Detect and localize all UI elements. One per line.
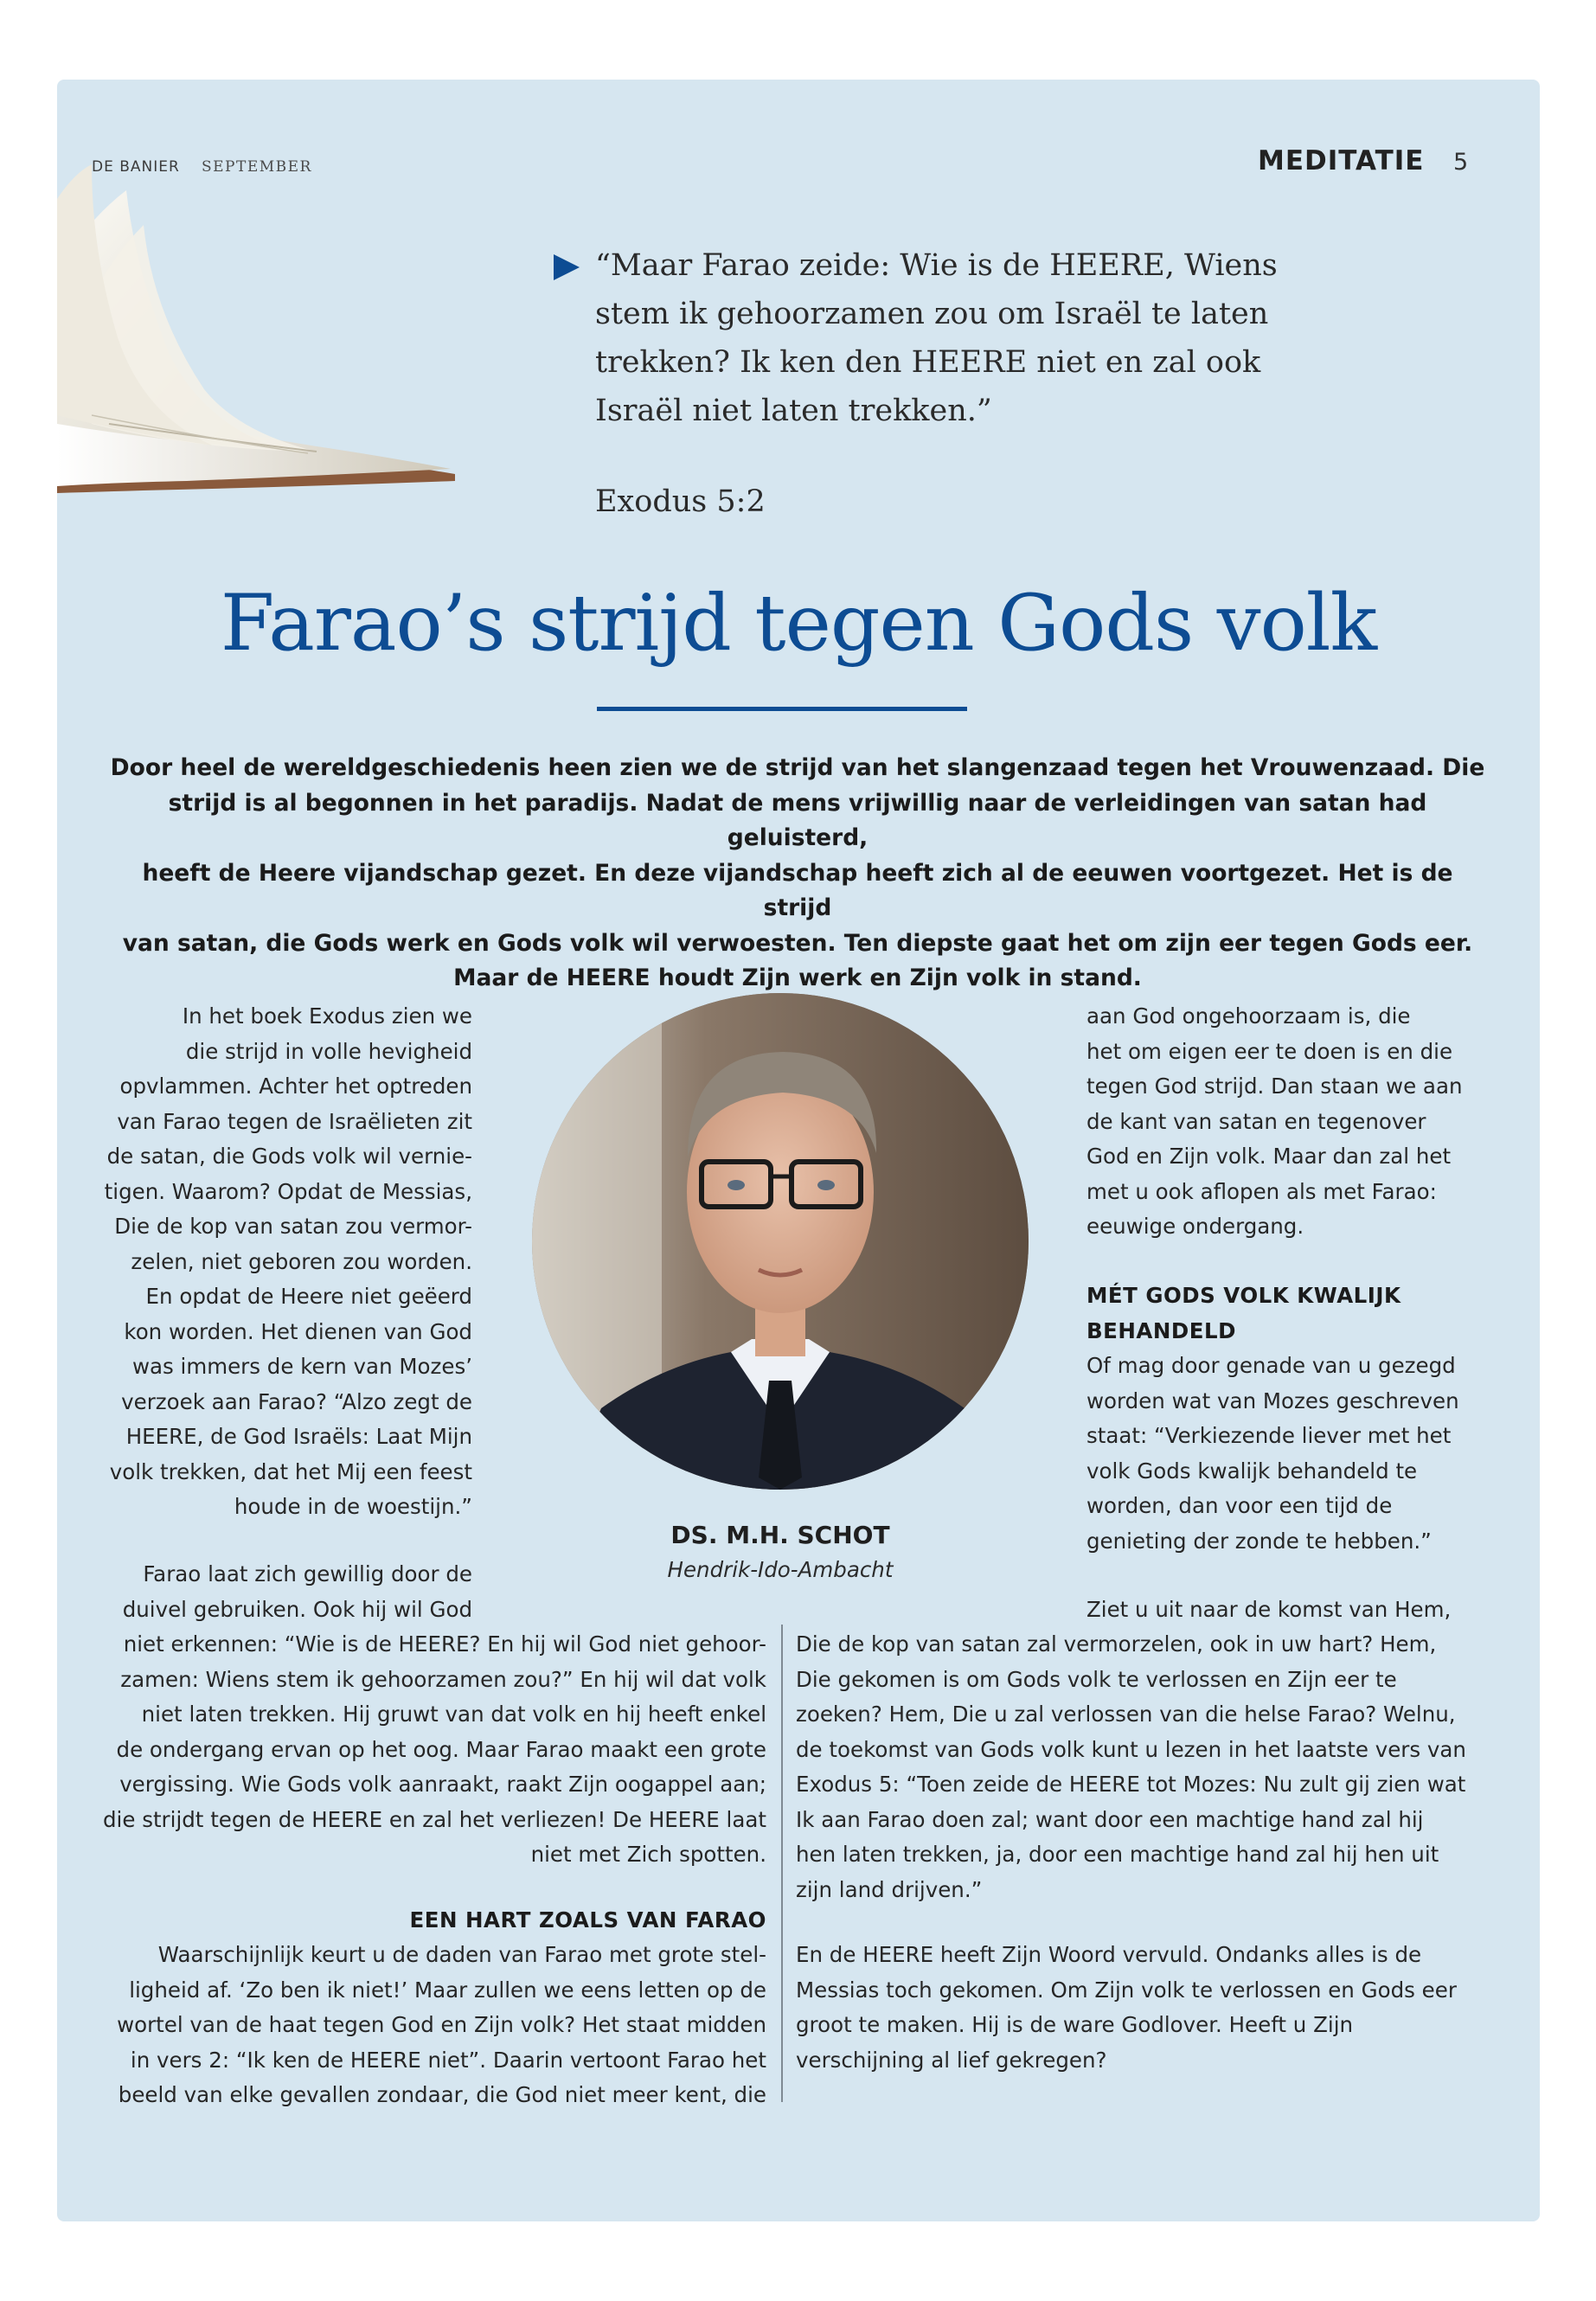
author-place: Hendrik-Ido-Ambacht [667,1557,894,1582]
open-book-illustration [57,164,464,510]
right-para-3-rest: Die de kop van satan zal vermorzelen, ook in uw hart? Hem, Die gekomen is om Gods volk te verlossen en Zijn eer te zoeken? Hem, Die u zal verlossen van die helse Farao? Welnu, de toekomst van Gods volk kunt u lezen in het laatste vers van Exodus 5: “Toen zeide de HEERE tot Mozes: Nu zult gij zien wat Ik aan Farao doen zal; want door een machtige hand zal hij hen laten trekken, ja, door een machtige hand zal hij hen uit zijn land drijven.” [796,1631,1466,1902]
scripture-reference: Exodus 5:2 [595,484,766,519]
left-para-3: Waarschijnlijk keurt u de daden van Farao met grote stel- ligheid af. ‘Zo ben ik niet!’ Maar zullen we eens letten op de wortel van de haat tegen God en Zijn volk? Het staat midden in vers 2: “Ik ken de HEERE niet”. Daarin vertoont Farao het beeld van elke gevallen zondaar, die God niet meer kent, die [117,1942,766,2107]
article-intro: Door heel de wereldgeschiedenis heen zien we de strijd van het slangenzaad tegen het Vrouwenzaad. Die strijd is al begonnen in het paradijs. Nadat de mens vrijwillig naar de verleidingen van satan had geluisterd, heeft de Heere vijandschap gezet. En deze vijandschap heeft zich al de eeuwen voortgezet. Het is de strijd van satan, die Gods werk en Gods volk wil verwoesten. Ten diepste gaat het om zijn eer tegen Gods eer. Maar de HEERE houdt Zijn werk en Zijn volk in stand. [110,754,1485,991]
left-subhead: EEN HART ZOALS VAN FARAO [409,1907,766,1932]
section-title: MEDITATIE [1258,145,1425,176]
right-para-4: En de HEERE heeft Zijn Woord vervuld. Ondanks alles is de Messias toch gekomen. Om Zijn volk te verlossen en Gods eer groot te maken. Hij is de ware Godlover. Heeft u Zijn verschijning al lief gekregen? [796,1942,1457,2073]
scripture-quote: “Maar Farao zeide: Wie is de HEERE, Wiens stem ik gehoorzamen zou om Israël te laten trekken? Ik ken den HEERE niet en zal ook Israël niet laten trekken.” [595,248,1278,428]
article-title: Farao’s strijd tegen Gods volk [220,578,1377,669]
author-portrait [532,993,1029,1490]
right-para-2: Of mag door genade van u gezegd worden wat van Mozes geschreven staat: “Verkiezende liever met het volk Gods kwalijk behandeld te worden, dan voor een tijd de genieting der zonde te hebben.” [1086,1353,1459,1554]
left-para-2-rest: niet erkennen: “Wie is de HEERE? En hij wil God niet gehoor- zamen: Wiens stem ik gehoorzamen zou?” En hij wil dat volk niet laten trekken. Hij gruwt van dat volk en hij heeft enkel de ondergang ervan op het oog. Maar Farao maakt een grote vergissing. Wie Gods volk aanraakt, raakt Zijn oogappel aan; die strijdt tegen de HEERE en zal het verliezen! De HEERE laat niet met Zich spotten. [102,1631,766,1867]
left-para-2-top: Farao laat zich gewillig door de duivel gebruiken. Ook hij wil God [122,1561,472,1622]
right-para-3-top: Ziet u uit naar de komst van Hem, [1086,1597,1452,1622]
column-divider [781,1625,783,2102]
publication-name: DE BANIER [92,158,180,176]
left-para-1: In het boek Exodus zien we die strijd in volle hevigheid opvlammen. Achter het optreden van Farao tegen de Israëlieten zit de satan, die Gods volk wil vernie- tigen. Waarom? Opdat de Messias, Die de kop van satan zou vermor- zelen, niet geboren zou worden. En opdat de Heere niet geëerd kon worden. Het dienen van God was immers de kern van Mozes’ verzoek aan Farao? “Alzo zegt de HEERE, de God Israëls: Laat Mijn volk trekken, dat het Mij een feest houde in de woestijn.” [104,1003,472,1519]
right-para-1: aan God ongehoorzaam is, die het om eigen eer te doen is en die tegen God strijd. Dan staan we aan de kant van satan en tegenover God en Zijn volk. Maar dan zal het met u ook aflopen als met Farao: eeuwige ondergang. [1086,1003,1463,1239]
author-name: DS. M.H. SCHOT [670,1521,890,1549]
page-number: 5 [1453,149,1469,176]
right-subhead: MÉT GODS VOLK KWALIJK BEHANDELD [1086,1283,1401,1343]
issue-month: SEPTEMBER [202,158,312,176]
play-triangle-icon [552,253,581,282]
title-underline [597,707,967,711]
